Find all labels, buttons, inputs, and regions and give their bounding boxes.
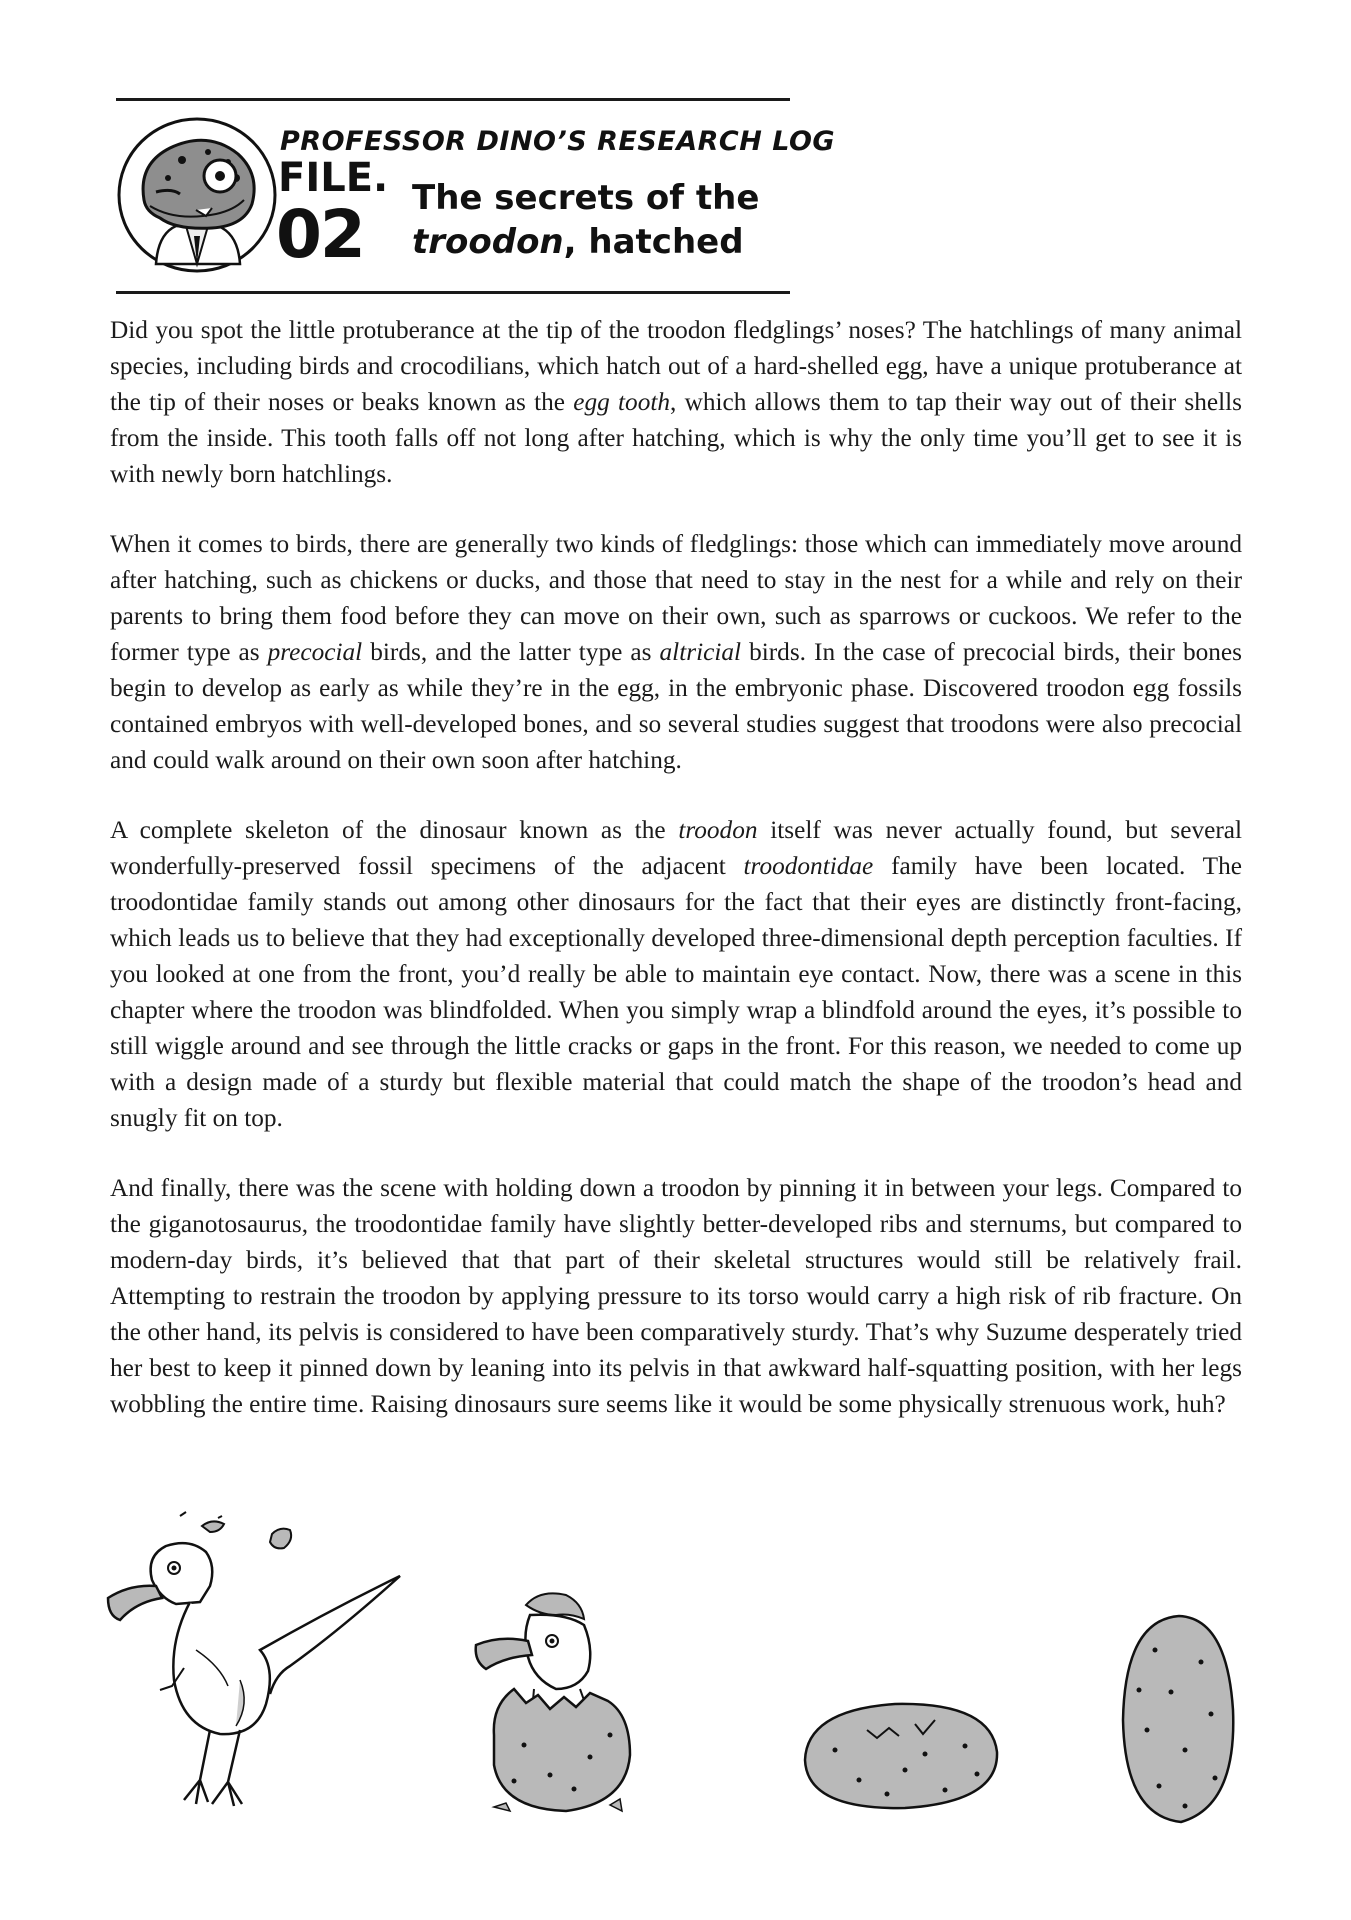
hatching-egg-illustration-icon <box>470 1585 680 1825</box>
term-troodon: troodon <box>678 816 758 844</box>
header-top-rule <box>116 98 790 101</box>
term-altricial: altricial <box>659 638 742 666</box>
term-troodontidae: troodontidae <box>743 852 874 880</box>
cracked-egg-illustration-icon <box>795 1690 1015 1820</box>
egg-illustration-icon <box>1115 1610 1245 1830</box>
text-run: A complete skeleton of the dinosaur known as the <box>110 816 679 844</box>
term-precocial: precocial <box>267 638 363 666</box>
paragraph-restraining <box>110 1170 1242 1422</box>
term-egg-tooth: egg tooth <box>573 388 671 416</box>
paragraph-egg-tooth <box>110 312 1242 492</box>
text-run: And finally, there was the scene with holding down a troodon by pinning it in between your legs. Compared to the giganotosaurus, the troodontidae family have slightly better-developed ribs and sternums, but compared to modern-day birds, it’s believed that that part of their skeletal structures would still be relatively frail. Attempting to restrain the troodon by applying pressure to its torso would carry a high risk of rib fracture. On the other hand, its pelvis is considered to have been comparatively sturdy. That’s why Suzume desperately tried her best to keep it pinned down by leaning into its pelvis in that awkward half-squatting position, with her legs wobbling the entire time. Raising dinosaurs sure seems like it would be some physically strenuous work, huh? <box>110 1174 1242 1418</box>
troodon-fledgling-illustration-icon <box>100 1490 430 1830</box>
paragraph-precocial-altricial <box>110 526 1242 778</box>
research-log-title: PROFESSOR DINO’S RESEARCH LOG <box>280 126 836 157</box>
research-log-header <box>116 98 836 295</box>
subtitle-italic-word: troodon <box>412 222 564 262</box>
chapter-subtitle <box>412 176 759 264</box>
text-run: itself was never actually found, but several wonderfully-preserved fossil specimens of the adjacent <box>110 816 1242 880</box>
text-run: birds, and the latter type as <box>362 638 660 666</box>
text-run: birds. In the case of precocial birds, their bones begin to develop as early as while they’re in the egg, in the embryonic phase. Discovered troodon egg fossils contained embryos with well-developed bones, and so several studies suggest that troodons were also precocial and could walk around on their own soon after hatching. <box>110 638 1242 774</box>
subtitle-line-1: The secrets of the <box>412 178 760 218</box>
header-bottom-rule <box>116 291 790 294</box>
text-run: Did you spot the little protuberance at the tip of the troodon fledglings’ noses? The hatchlings of many animal species, including birds and crocodilians, which hatch out of a hard-shelled egg, have a unique protuberance at the tip of their noses or beaks known as the <box>110 316 1242 416</box>
file-number: 02 <box>276 196 364 273</box>
illustrations-row <box>100 1490 1260 1830</box>
file-label: FILE. <box>278 155 389 201</box>
text-run: When it comes to birds, there are generally two kinds of fledglings: those which can immediately move around after hatching, such as chickens or ducks, and those that need to stay in the nest for a while and rely on their parents to bring them food before they can move on their own, such as sparrows or cuckoos. We refer to the former type as <box>110 530 1242 666</box>
article-body <box>110 312 1242 1456</box>
subtitle-line-2-rest: , hatched <box>563 222 744 262</box>
text-run: family have been located. The troodontidae family stands out among other dinosaurs for the fact that their eyes are distinctly front-facing, which leads us to believe that they had exceptionally developed three-dimensional depth perception faculties. If you looked at one from the front, you’d really be able to maintain eye contact. Now, there was a scene in this chapter where the troodon was blindfolded. When you simply wrap a blindfold around the eyes, it’s possible to still wiggle around and see through the little cracks or gaps in the front. For this reason, we needed to come up with a design made of a sturdy but flexible material that could match the shape of the troodon’s head and snugly fit on top. <box>110 852 1242 1132</box>
text-run: , which allows them to tap their way out of their shells from the inside. This tooth falls off not long after hatching, which is why the only time you’ll get to see it is with newly born hatchlings. <box>110 388 1242 488</box>
professor-dino-mascot-icon <box>116 114 278 276</box>
paragraph-troodontidae <box>110 812 1242 1136</box>
